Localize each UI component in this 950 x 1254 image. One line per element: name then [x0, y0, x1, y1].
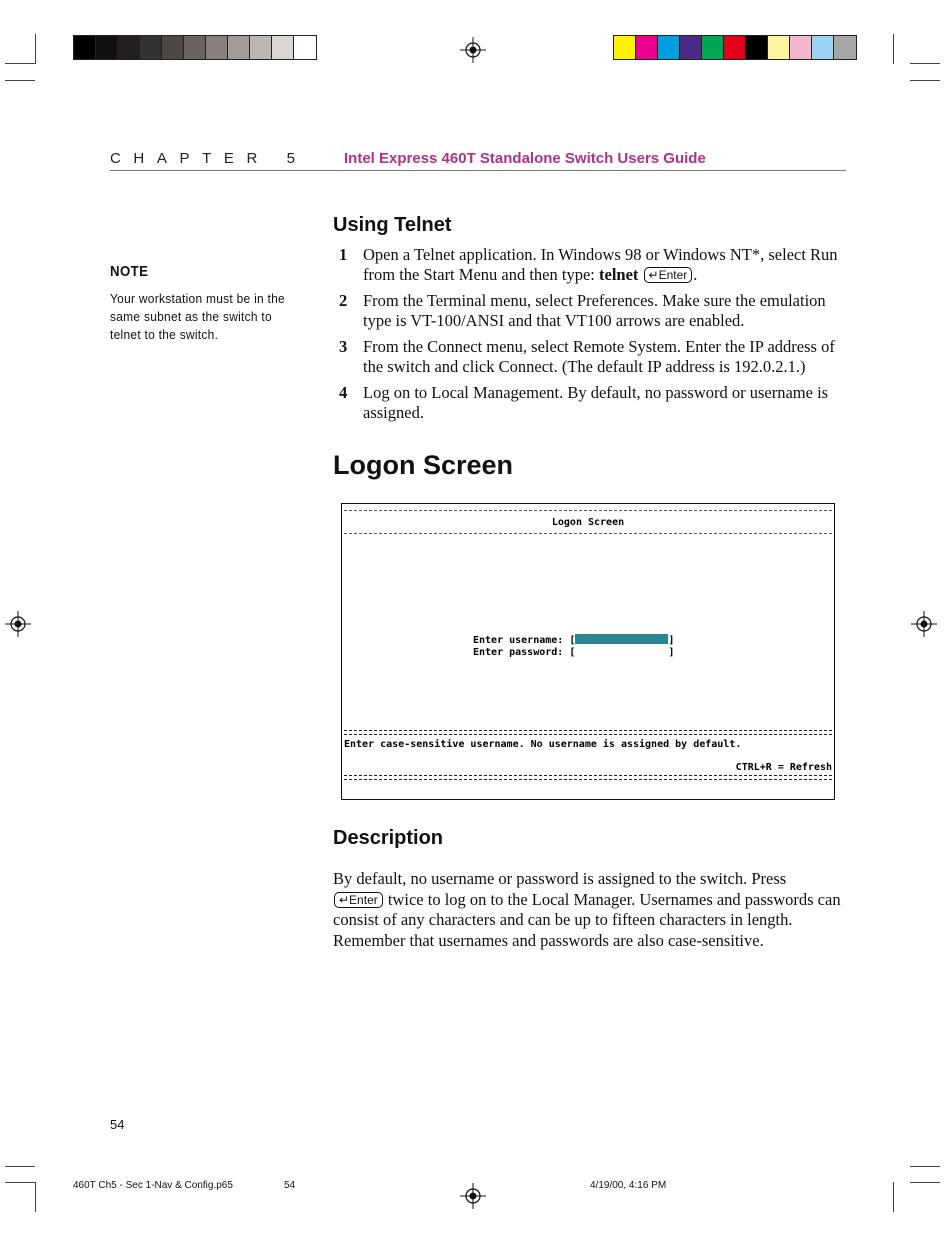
terminal-help-text: Enter case-sensitive username. No username is assigned by default. [344, 739, 742, 750]
note-heading: NOTE [110, 263, 149, 280]
color-swatch [768, 36, 790, 59]
color-swatch [140, 36, 162, 59]
refresh-hint: CTRL+R = Refresh [735, 762, 832, 773]
list-item [333, 245, 853, 285]
step-text: Log on to Local Management. By default, no password or username is assigned. [363, 383, 829, 422]
username-label: Enter username: [ [473, 635, 576, 646]
color-swatch [74, 36, 96, 59]
step-number: 1 [339, 245, 348, 264]
description-lead: By default, no username or password is assigned to the switch. Press [333, 869, 787, 888]
footer-file-name: 460T Ch5 - Sec 1-Nav & Config.p65 [73, 1180, 233, 1191]
color-swatch [184, 36, 206, 59]
chapter-label: CHAPTER 5 [110, 150, 308, 167]
list-item [333, 291, 853, 331]
grayscale-color-bar [73, 35, 317, 60]
password-field[interactable] [473, 646, 674, 658]
enter-key-icon: ↵Enter [334, 892, 383, 908]
list-item [333, 383, 853, 423]
registration-mark-icon [460, 1183, 486, 1209]
color-swatch [812, 36, 834, 59]
color-swatch [294, 36, 316, 59]
step-text: From the Terminal menu, select Preferences. Make sure the emulation type is VT-100/ANSI and that VT100 arrows are enabled. [363, 291, 826, 330]
color-swatch [250, 36, 272, 59]
username-input[interactable] [575, 634, 668, 644]
color-swatch [118, 36, 140, 59]
color-swatch [724, 36, 746, 59]
color-swatch [228, 36, 250, 59]
terminal-title: Logon Screen [551, 517, 625, 528]
divider [344, 775, 832, 780]
section-heading-logon-screen: Logon Screen [333, 450, 514, 480]
header-rule [110, 170, 846, 171]
username-field[interactable] [473, 634, 674, 646]
footer-timestamp: 4/19/00, 4:16 PM [590, 1180, 667, 1191]
color-swatch [658, 36, 680, 59]
list-item [333, 337, 853, 377]
description-tail: twice to log on to the Local Manager. Usernames and passwords can consist of any characters and can be up to fifteen characters in length. Remember that usernames and passwords are also case-sensitive. [333, 889, 841, 950]
footer-page: 54 [284, 1180, 296, 1191]
color-swatch [162, 36, 184, 59]
step-number: 3 [339, 337, 348, 356]
color-swatch [96, 36, 118, 59]
color-swatch [702, 36, 724, 59]
color-swatch [636, 36, 658, 59]
color-swatch [790, 36, 812, 59]
registration-mark-icon [5, 611, 31, 637]
registration-mark-icon [460, 37, 486, 63]
note-text: Your workstation must be in the same subnet as the switch to telnet to the switch. [110, 291, 285, 342]
color-swatch [680, 36, 702, 59]
color-swatch [614, 36, 636, 59]
color-swatch [272, 36, 294, 59]
guide-title: Intel Express 460T Standalone Switch Users Guide [344, 150, 706, 167]
divider [344, 510, 832, 511]
section-heading-description: Description [333, 827, 444, 849]
registration-mark-icon [911, 611, 937, 637]
password-label: Enter password: [ [473, 647, 576, 658]
color-swatch [834, 36, 856, 59]
step-text: From the Connect menu, select Remote System. Enter the IP address of the switch and click Connect. (The default IP address is 192.0.2.1.) [363, 337, 835, 376]
telnet-steps-list [333, 245, 853, 429]
step-text-lead: Open a Telnet application. In Windows 98 or Windows NT*, select Run from the Start Menu and then type: [363, 245, 838, 284]
process-color-bar [613, 35, 857, 60]
page-number: 54 [110, 1117, 125, 1132]
bracket-close: ] [668, 647, 675, 658]
step-number: 2 [339, 291, 348, 310]
divider [344, 533, 832, 534]
step-text [363, 245, 853, 285]
password-input[interactable] [575, 646, 668, 656]
step-text-tail: . [693, 265, 698, 284]
bracket-close: ] [668, 635, 675, 646]
enter-key-icon: ↵Enter [644, 267, 693, 283]
color-swatch [206, 36, 228, 59]
step-number: 4 [339, 383, 348, 402]
color-swatch [746, 36, 768, 59]
logon-terminal-screenshot [341, 503, 835, 800]
telnet-command: telnet [599, 265, 639, 284]
description-paragraph [333, 869, 853, 951]
section-heading-using-telnet: Using Telnet [333, 214, 452, 236]
divider [344, 730, 832, 735]
